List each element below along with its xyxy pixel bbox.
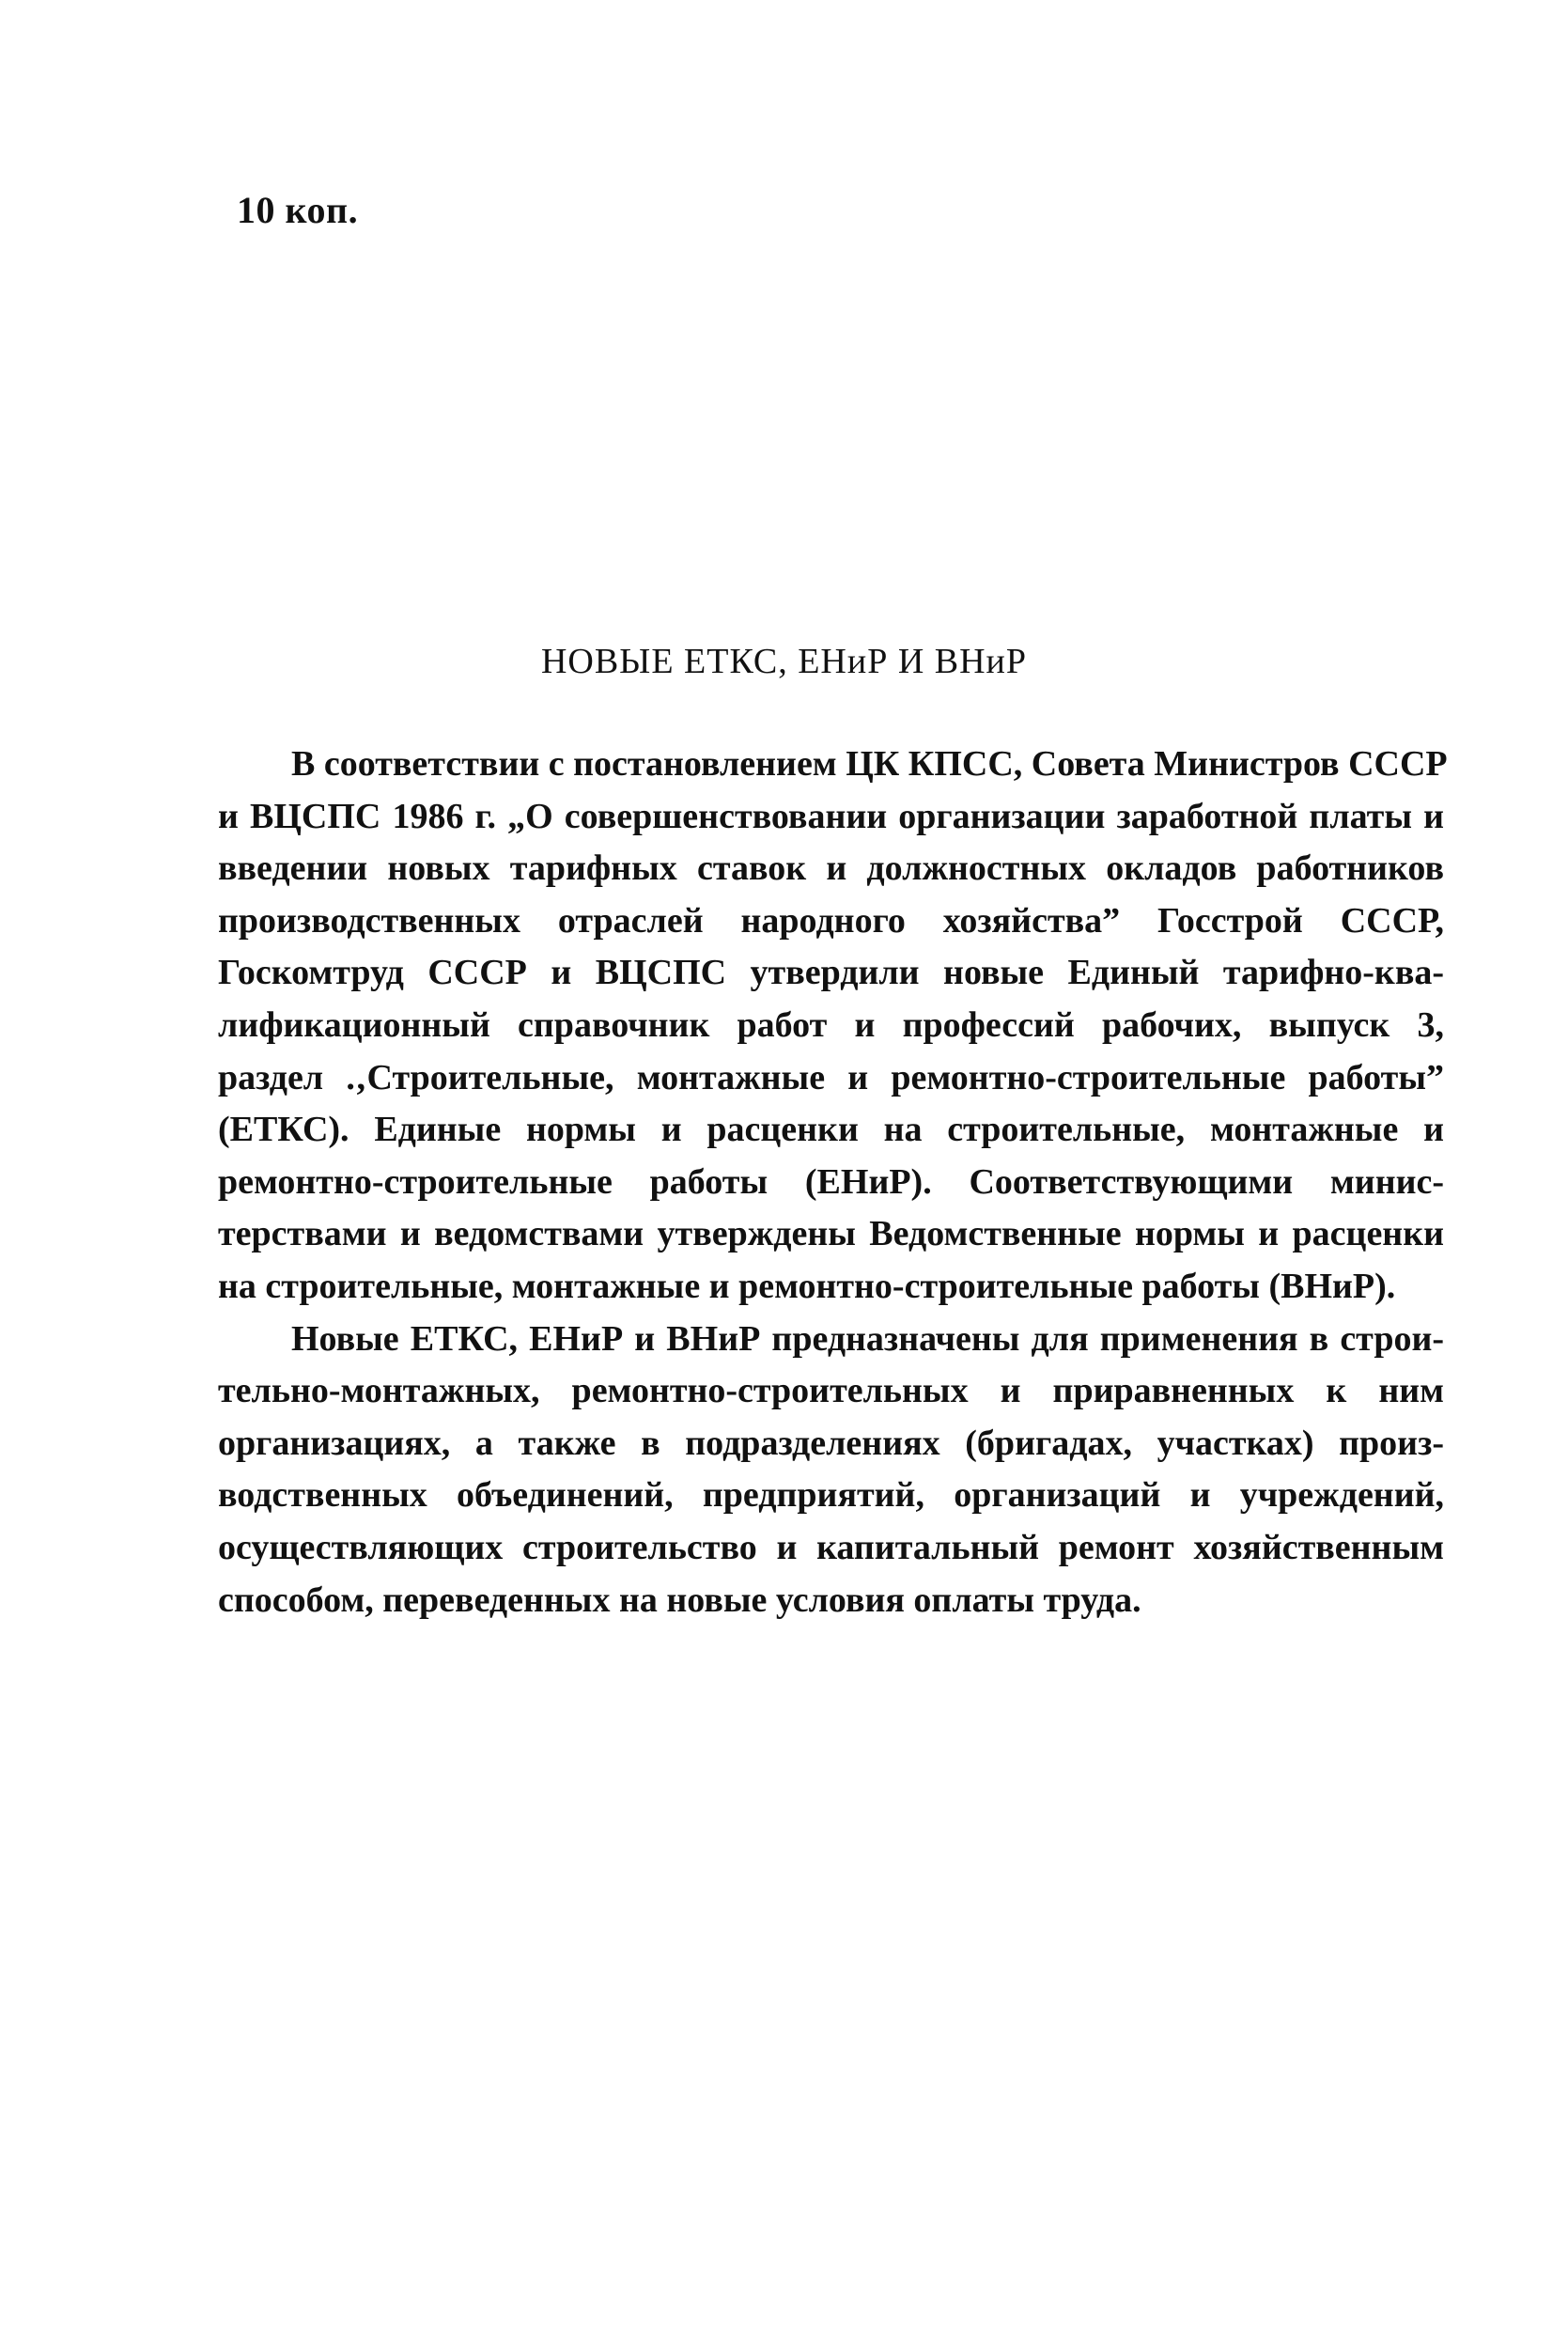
text-line: В соответствии с постановлением ЦК КПСС, Совета Министров СССР bbox=[291, 744, 1448, 784]
text-line: Госкомтруд СССР и ВЦСПС утвердили новые Единый тарифно-ква- bbox=[218, 953, 1444, 993]
text-line: способом, переведенных на новые условия оплаты труда. bbox=[218, 1579, 1141, 1620]
price-label: 10 коп. bbox=[237, 189, 359, 231]
text-line: (ЕТКС). Единые нормы и расценки на строительные, монтажные и bbox=[218, 1110, 1444, 1150]
text-line: организациях, а также в подразделениях (бригадах, участках) произ- bbox=[218, 1423, 1444, 1463]
paragraph-2 bbox=[218, 1314, 1444, 1627]
text-line: введении новых тарифных ставок и должностных окладов работников bbox=[218, 848, 1444, 889]
text-line: раздел .‚Строительные, монтажные и ремонтно-строительные работы” bbox=[218, 1057, 1444, 1097]
text-line: лификационный справочник работ и профессий рабочих, выпуск 3, bbox=[218, 1004, 1444, 1045]
text-line: ремонтно-строительные работы (ЕНиР). Соответствующими минис- bbox=[218, 1161, 1444, 1202]
text-line: и ВЦСПС 1986 г. „О совершенствовании организации заработной платы и bbox=[218, 796, 1444, 836]
paragraph-1 bbox=[218, 739, 1448, 1314]
text-line: терствами и ведомствами утверждены Ведомственные нормы и расценки bbox=[218, 1214, 1444, 1254]
text-line: Новые ЕТКС, ЕНиР и ВНиР предназначены для применения в строи- bbox=[291, 1318, 1444, 1359]
text-line: на строительные, монтажные и ремонтно-строительные работы (ВНиР). bbox=[218, 1266, 1396, 1306]
text-line: тельно-монтажных, ремонтно-строительных и приравненных к ним bbox=[218, 1371, 1444, 1411]
text-line: осуществляющих строительство и капитальный ремонт хозяйственным bbox=[218, 1527, 1444, 1567]
text-line: производственных отраслей народного хозяйства” Госстрой СССР, bbox=[218, 900, 1444, 941]
document-title: НОВЫЕ ЕТКС, ЕНиР И ВНиР bbox=[540, 642, 1028, 681]
document-body bbox=[218, 739, 1448, 1626]
text-line: водственных объединений, предприятий, организаций и учреждений, bbox=[218, 1475, 1444, 1516]
